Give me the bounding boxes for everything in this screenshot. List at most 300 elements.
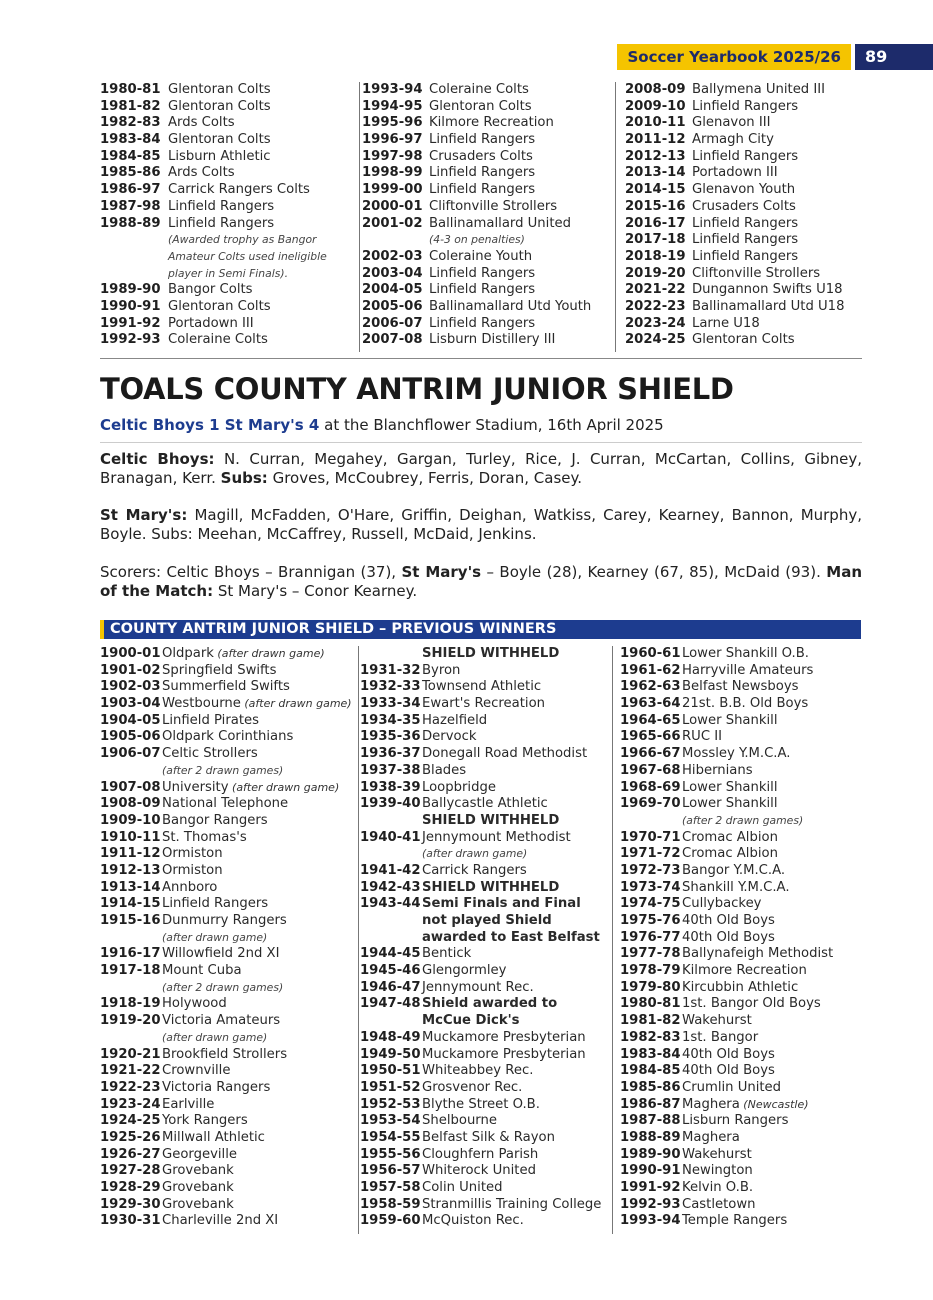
season-year (362, 232, 429, 249)
season-year: 1990-91 (100, 298, 161, 314)
season-year: 1924-25 (100, 1113, 161, 1129)
winner-name: Portadown III (168, 315, 254, 331)
stmarys-subs: Meehan, McCaffrey, Russell, McDaid, Jenkins. (192, 525, 537, 543)
season-year: 1916-17 (100, 946, 161, 962)
winner-row (360, 930, 601, 947)
winner-row (625, 332, 844, 349)
winner-name: Oldpark (162, 646, 214, 661)
winner-name: Glenavon Youth (692, 182, 796, 198)
winner-name: Grovebank (162, 1196, 234, 1212)
season-year: 1997-98 (362, 148, 423, 164)
season-year: 1919-20 (100, 1013, 161, 1029)
season-year: 1948-49 (360, 1029, 421, 1045)
season-year: 1926-27 (100, 1146, 161, 1162)
season-year: 2006-07 (362, 315, 423, 331)
season-year (360, 813, 422, 830)
result-venue: at the Blanchflower Stadium, 16th April 2025 (319, 416, 664, 434)
winner-row (100, 863, 352, 880)
winner-row (100, 149, 327, 166)
season-year: 1982-83 (100, 115, 161, 131)
winner-row (360, 746, 601, 763)
winner-row (100, 913, 352, 930)
season-year: 2012-13 (625, 148, 686, 164)
winner-name: Crusaders Colts (692, 198, 796, 214)
winner-row (360, 1180, 601, 1197)
winner-name: McQuiston Rec. (422, 1213, 524, 1229)
winner-row (100, 880, 352, 897)
season-year: 1934-35 (360, 712, 421, 728)
season-year (100, 249, 168, 266)
winner-row (625, 149, 844, 166)
winner-row (360, 796, 601, 813)
winner-note-text: (after drawn game) (422, 847, 528, 861)
winner-name: Linfield Rangers (429, 132, 536, 148)
winner-row (620, 696, 833, 713)
winner-name: Lisburn Athletic (168, 148, 271, 164)
winner-row (620, 846, 833, 863)
winner-row (620, 913, 833, 930)
winner-name: Linfield Rangers (429, 265, 536, 281)
season-year: 1930-31 (100, 1213, 161, 1229)
winner-row (362, 132, 591, 149)
season-year: 2022-23 (625, 298, 686, 314)
winner-name: Oldpark Corinthians (162, 729, 294, 745)
winner-row (362, 182, 591, 199)
winner-row (360, 1147, 601, 1164)
winner-name: Brookfield Strollers (162, 1046, 288, 1062)
top-list-column-1 (100, 82, 327, 349)
winner-row (100, 996, 352, 1013)
winner-note (100, 266, 327, 283)
winner-row (360, 896, 601, 913)
winner-name: Lisburn Distillery III (429, 332, 556, 348)
winner-row (620, 1147, 833, 1164)
winner-name: Kelvin O.B. (682, 1180, 754, 1195)
season-year (620, 813, 682, 830)
winner-name: Newington (682, 1163, 753, 1179)
season-year: 1901-02 (100, 662, 161, 678)
winner-name: 1st. Bangor Old Boys (682, 996, 821, 1012)
season-year: 1925-26 (100, 1129, 161, 1145)
winner-name: Ards Colts (168, 165, 235, 181)
winner-row (625, 182, 844, 199)
winner-row (620, 1197, 833, 1214)
season-year: 1931-32 (360, 662, 421, 678)
winner-name: SHIELD WITHHELD (422, 646, 560, 661)
season-year: 1915-16 (100, 913, 161, 928)
winner-row (100, 299, 327, 316)
winner-row (620, 980, 833, 997)
season-year: 1976-77 (620, 929, 681, 945)
winner-name: Cloughfern Parish (422, 1146, 539, 1162)
season-year: 1985-86 (100, 165, 161, 181)
winner-name: Lisburn Rangers (682, 1113, 789, 1129)
prev-list-column-2 (360, 646, 601, 1230)
winner-remark: (after drawn game) (228, 780, 340, 794)
winner-name: Whiteabbey Rec. (422, 1063, 534, 1079)
season-year: 1939-40 (360, 796, 421, 812)
winner-row (620, 1097, 833, 1114)
winner-name: SHIELD WITHHELD (422, 812, 560, 828)
winner-name: Kircubbin Athletic (682, 979, 799, 995)
winner-name: Shankill Y.M.C.A. (682, 879, 790, 895)
season-year: 1962-63 (620, 679, 681, 695)
season-year: 1978-79 (620, 963, 681, 979)
top-list-column-2 (362, 82, 591, 349)
winner-name: Blythe Street O.B. (422, 1096, 540, 1112)
winner-name: Crusaders Colts (429, 148, 533, 164)
winner-name: Bangor Y.M.C.A. (682, 862, 786, 878)
winner-name: Cromac Albion (682, 829, 778, 845)
winner-note (360, 846, 601, 863)
winner-name: Whiterock United (422, 1163, 536, 1179)
season-year: 1950-51 (360, 1063, 421, 1079)
winner-row (362, 99, 591, 116)
winner-row (620, 796, 833, 813)
season-year: 1958-59 (360, 1196, 421, 1212)
season-year: 1952-53 (360, 1096, 421, 1112)
season-year: 1965-66 (620, 729, 681, 745)
winner-row (360, 663, 601, 680)
winner-row (100, 679, 352, 696)
stmarys-players: Magill, McFadden, O'Hare, Griffin, Deighan, Watkiss, Carey, Kearney, Bannon, Murphy, Boyle. (100, 506, 862, 543)
column-divider (359, 82, 360, 352)
season-year: 1973-74 (620, 879, 681, 895)
winner-row (360, 1213, 601, 1230)
scorers-stmarys-label: St Mary's (401, 563, 482, 581)
winner-row (100, 696, 352, 713)
stmarys-lineup (100, 506, 862, 544)
winner-name: Armagh City (692, 132, 774, 148)
winner-name: Ballinamallard Utd Youth (429, 298, 592, 314)
season-year: 1983-84 (100, 132, 161, 148)
winner-note (100, 232, 327, 249)
season-year: 1923-24 (100, 1096, 161, 1112)
winner-name: Colin United (422, 1180, 503, 1195)
winner-row (620, 830, 833, 847)
season-year: 1933-34 (360, 696, 421, 712)
winner-row (100, 813, 352, 830)
winner-name: Jennymount Methodist (422, 829, 571, 845)
scorers (100, 563, 862, 601)
winner-name: Victoria Amateurs (162, 1013, 281, 1029)
season-year: 1984-85 (100, 148, 161, 164)
section-divider (100, 358, 862, 359)
winner-row (100, 663, 352, 680)
winner-name: Charleville 2nd XI (162, 1213, 279, 1229)
winner-name: RUC II (682, 729, 722, 745)
season-year: 1987-88 (620, 1113, 681, 1129)
winner-row (100, 746, 352, 763)
winner-name: Lower Shankill (682, 779, 778, 795)
season-year: 2000-01 (362, 198, 423, 214)
season-year (100, 763, 162, 780)
season-year: 1904-05 (100, 712, 161, 728)
season-year: 1960-61 (620, 646, 681, 661)
winner-row (100, 846, 352, 863)
winner-row (620, 1047, 833, 1064)
winner-row (100, 1213, 352, 1230)
season-year: 1993-94 (620, 1213, 681, 1229)
season-year (360, 930, 422, 947)
winner-name: University (162, 779, 229, 795)
season-year: 1949-50 (360, 1046, 421, 1062)
winner-name: Shield awarded to (422, 996, 558, 1012)
winner-name: Mount Cuba (162, 963, 242, 979)
winner-row (625, 232, 844, 249)
winner-note (362, 232, 591, 249)
winner-row (100, 796, 352, 813)
winner-name: Dunmurry Rangers (162, 913, 287, 928)
winner-name: Stranmillis Training College (422, 1196, 602, 1212)
season-year: 1902-03 (100, 679, 161, 695)
winner-row (362, 249, 591, 266)
winner-row (100, 132, 327, 149)
season-year: 1922-23 (100, 1079, 161, 1095)
winner-name: Maghera (682, 1129, 740, 1145)
winner-name: Dungannon Swifts U18 (692, 282, 843, 298)
season-year: 1989-90 (100, 282, 161, 298)
winner-row (100, 216, 327, 233)
winner-row (362, 299, 591, 316)
season-year: 2017-18 (625, 232, 686, 248)
winner-name: Belfast Silk & Rayon (422, 1129, 555, 1145)
winner-row (100, 896, 352, 913)
season-year: 1903-04 (100, 696, 161, 712)
season-year: 1932-33 (360, 679, 421, 695)
winner-row (620, 963, 833, 980)
winner-row (360, 1163, 601, 1180)
winner-name: Linfield Rangers (429, 165, 536, 181)
winner-name: McCue Dick's (422, 1013, 520, 1029)
winner-name: Muckamore Presbyterian (422, 1046, 586, 1062)
season-year: 1956-57 (360, 1163, 421, 1179)
winner-name: Kilmore Recreation (682, 963, 807, 979)
winner-name: Lower Shankill (682, 712, 778, 728)
winner-row (620, 863, 833, 880)
season-year: 1988-89 (100, 215, 161, 231)
winner-row (360, 713, 601, 730)
season-year: 1992-93 (100, 332, 161, 348)
season-year: 2007-08 (362, 332, 423, 348)
winner-row (360, 913, 601, 930)
season-year: 1996-97 (362, 132, 423, 148)
winner-row (100, 99, 327, 116)
winner-row (625, 282, 844, 299)
winner-name: Townsend Athletic (422, 679, 542, 695)
season-year (360, 913, 422, 930)
winner-row (100, 780, 352, 797)
winner-row (100, 332, 327, 349)
winner-name: not played Shield (422, 913, 552, 928)
celtic-subs-label: Subs: (220, 469, 268, 487)
season-year: 2016-17 (625, 215, 686, 231)
column-divider (612, 646, 613, 1234)
winner-row (625, 115, 844, 132)
winner-row (360, 1030, 601, 1047)
winner-row (620, 930, 833, 947)
season-year: 1968-69 (620, 779, 681, 795)
season-year: 1980-81 (620, 996, 681, 1012)
winner-row (620, 1180, 833, 1197)
scorers-stmarys: – Boyle (28), Kearney (67, 85), McDaid (93). (481, 563, 827, 581)
winner-name: Jennymount Rec. (422, 979, 534, 995)
winner-row (360, 780, 601, 797)
winner-row (362, 82, 591, 99)
season-year: 1990-91 (620, 1163, 681, 1179)
winner-row (100, 1147, 352, 1164)
winner-row (100, 713, 352, 730)
winner-name: Linfield Rangers (162, 896, 269, 912)
winner-row (100, 1063, 352, 1080)
winner-row (620, 763, 833, 780)
winner-row (100, 316, 327, 333)
winner-name: Portadown III (692, 165, 778, 181)
winner-row (620, 679, 833, 696)
season-year: 1986-87 (620, 1096, 681, 1112)
winner-note-text: (after 2 drawn games) (682, 813, 804, 827)
season-year: 1944-45 (360, 946, 421, 962)
scorers-label: Scorers: Celtic Bhoys (100, 563, 260, 581)
winner-row (360, 763, 601, 780)
season-year: 1971-72 (620, 846, 681, 862)
winner-note-text: player in Semi Finals). (168, 266, 289, 280)
winner-row (362, 266, 591, 283)
winner-row (620, 996, 833, 1013)
winner-name: Glentoran Colts (168, 132, 271, 148)
season-year (360, 646, 422, 663)
winner-name: Glentoran Colts (168, 98, 271, 114)
celtic-label: Celtic Bhoys: (100, 450, 215, 468)
winner-note (100, 763, 352, 780)
winner-row (100, 1097, 352, 1114)
season-year: 1913-14 (100, 879, 161, 895)
season-year: 1991-92 (100, 315, 161, 331)
winner-row (620, 646, 833, 663)
winner-row (360, 963, 601, 980)
winner-row (360, 946, 601, 963)
season-year: 1992-93 (620, 1196, 681, 1212)
winner-row (100, 1080, 352, 1097)
season-year: 1929-30 (100, 1196, 161, 1212)
season-year: 1986-97 (100, 182, 161, 198)
season-year: 1920-21 (100, 1046, 161, 1062)
winner-name: Temple Rangers (682, 1213, 788, 1229)
winner-name: Linfield Rangers (429, 315, 536, 331)
winner-name: Glentoran Colts (168, 298, 271, 314)
season-year: 1964-65 (620, 712, 681, 728)
season-year: 1906-07 (100, 746, 161, 762)
winner-row (620, 780, 833, 797)
winner-name: 40th Old Boys (682, 1046, 775, 1062)
season-year (100, 930, 162, 947)
season-year: 1979-80 (620, 979, 681, 995)
winner-row (620, 1030, 833, 1047)
season-year: 1951-52 (360, 1079, 421, 1095)
winner-remark: (after drawn game) (213, 647, 325, 660)
winner-name: York Rangers (162, 1113, 248, 1129)
column-divider (358, 646, 359, 1234)
season-year: 1905-06 (100, 729, 161, 745)
winner-name: Ballymena United III (692, 82, 826, 97)
winner-name: National Telephone (162, 796, 289, 812)
winner-name: Linfield Rangers (692, 98, 799, 114)
winner-name: Willowfield 2nd XI (162, 946, 280, 962)
winner-row (100, 1180, 352, 1197)
season-year: 2008-09 (625, 82, 686, 97)
season-year: 1927-28 (100, 1163, 161, 1179)
winner-name: Donegall Road Methodist (422, 746, 588, 762)
season-year: 1940-41 (360, 829, 421, 845)
winner-name: Cliftonville Strollers (692, 265, 821, 281)
season-year: 1991-92 (620, 1180, 681, 1195)
article-title: TOALS COUNTY ANTRIM JUNIOR SHIELD (100, 372, 734, 406)
season-year (360, 846, 422, 863)
winner-name: Carrick Rangers (422, 862, 527, 878)
winner-row (620, 746, 833, 763)
winner-name: Coleraine Youth (429, 248, 533, 264)
winner-note (620, 813, 833, 830)
winner-row (620, 1063, 833, 1080)
winner-row (625, 316, 844, 333)
season-year: 1963-64 (620, 696, 681, 712)
season-year: 1999-00 (362, 182, 423, 198)
motm: St Mary's – Conor Kearney. (213, 582, 418, 600)
season-year: 2001-02 (362, 215, 423, 231)
season-year: 1928-29 (100, 1180, 161, 1195)
winner-name: Shelbourne (422, 1113, 497, 1129)
winner-row (100, 199, 327, 216)
winner-name: Maghera (682, 1096, 740, 1112)
winner-row (620, 1013, 833, 1030)
winner-row (100, 82, 327, 99)
winner-name: Grovebank (162, 1163, 234, 1179)
winner-row (625, 82, 844, 99)
winner-name: Hazelfield (422, 712, 488, 728)
season-year: 1966-67 (620, 746, 681, 762)
season-year: 2015-16 (625, 198, 686, 214)
winner-row (100, 1013, 352, 1030)
winner-name: Holywood (162, 996, 227, 1012)
season-year: 1987-98 (100, 198, 161, 214)
winner-row (620, 1130, 833, 1147)
winner-name: Kilmore Recreation (429, 115, 554, 131)
season-year: 1907-08 (100, 779, 161, 795)
winner-name: Georgeville (162, 1146, 237, 1162)
season-year: 1912-13 (100, 862, 161, 878)
winner-name: Ballinamallard United (429, 215, 571, 231)
season-year: 2021-22 (625, 282, 686, 298)
winner-name: 21st. B.B. Old Boys (682, 696, 809, 712)
winner-name: Muckamore Presbyterian (422, 1029, 586, 1045)
stmarys-subs-label: Subs: (151, 525, 193, 543)
season-year: 2024-25 (625, 332, 686, 348)
winner-row (360, 863, 601, 880)
result-teams: Celtic Bhoys 1 St Mary's 4 (100, 416, 320, 434)
winner-note-text: (4-3 on penalties) (429, 233, 525, 247)
season-year: 2004-05 (362, 282, 423, 298)
winner-name: Linfield Rangers (168, 215, 275, 231)
winner-row (362, 282, 591, 299)
winner-row (100, 646, 352, 663)
winner-row (360, 880, 601, 897)
season-year (100, 1030, 162, 1047)
winner-note-text: (after drawn game) (162, 1030, 268, 1044)
winner-name: Larne U18 (692, 315, 760, 331)
winner-name: Hibernians (682, 762, 753, 778)
winner-name: Blades (422, 762, 467, 778)
celtic-players: N. Curran, Megahey, Gargan, Turley, Rice, J. Curran, McCartan, Collins, Gibney, Branagan, Kerr. (100, 450, 863, 487)
